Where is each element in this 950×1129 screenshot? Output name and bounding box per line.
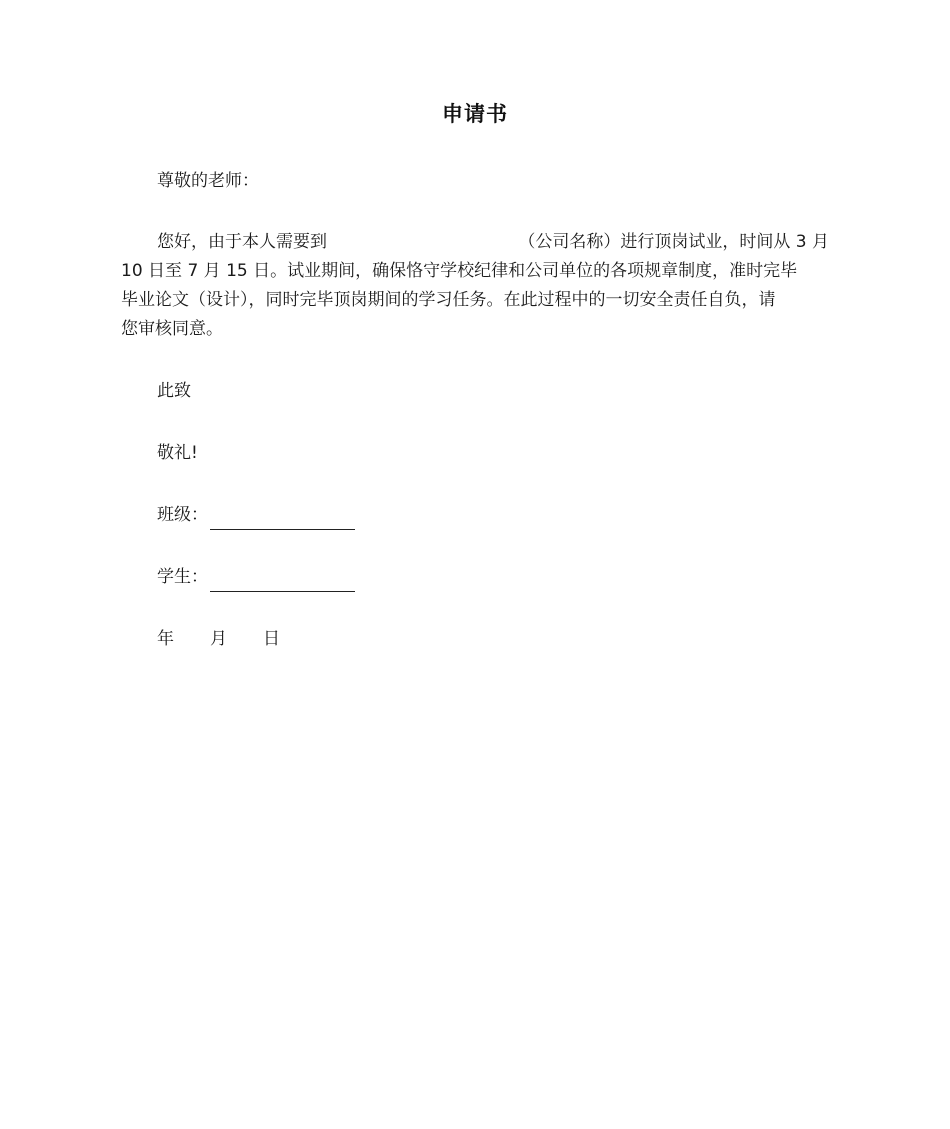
body-paragraph xyxy=(121,228,829,344)
document-title: 申请书 xyxy=(442,102,508,126)
body-line-1-post: （公司名称）进行顶岗试业，时间从 3 月 xyxy=(518,232,829,252)
student-label: 学生： xyxy=(157,567,208,587)
regards-phrase: 敬礼! xyxy=(157,443,198,463)
body-line-2 xyxy=(121,257,829,286)
class-field-row xyxy=(157,501,355,530)
date-day-label: 日 xyxy=(263,629,280,649)
date-year-label: 年 xyxy=(157,629,174,649)
body-line-3-text: 毕业论文（设计），同时完毕顶岗期间的学习任务。在此过程中的一切安全责任自负，请 xyxy=(121,290,776,310)
class-label: 班级： xyxy=(157,505,208,525)
date-month-label: 月 xyxy=(210,629,227,649)
body-line-4 xyxy=(121,315,829,344)
closing-phrase: 此致 xyxy=(157,381,191,401)
body-line-1-pre: 您好，由于本人需要到 xyxy=(157,232,327,252)
class-underline-field xyxy=(210,509,355,530)
salutation: 尊敬的老师： xyxy=(157,171,259,191)
body-line-3 xyxy=(121,286,829,315)
student-underline-field xyxy=(210,571,355,592)
body-line-2-text: 10 日至 7 月 15 日。试业期间，确保恪守学校纪律和公司单位的各项规章制度，准时完毕 xyxy=(121,261,798,281)
company-name-blank xyxy=(342,228,504,257)
date-row xyxy=(157,625,280,654)
body-line-4-text: 您审核同意。 xyxy=(121,319,223,339)
student-field-row xyxy=(157,563,355,592)
body-line-1 xyxy=(121,228,829,257)
